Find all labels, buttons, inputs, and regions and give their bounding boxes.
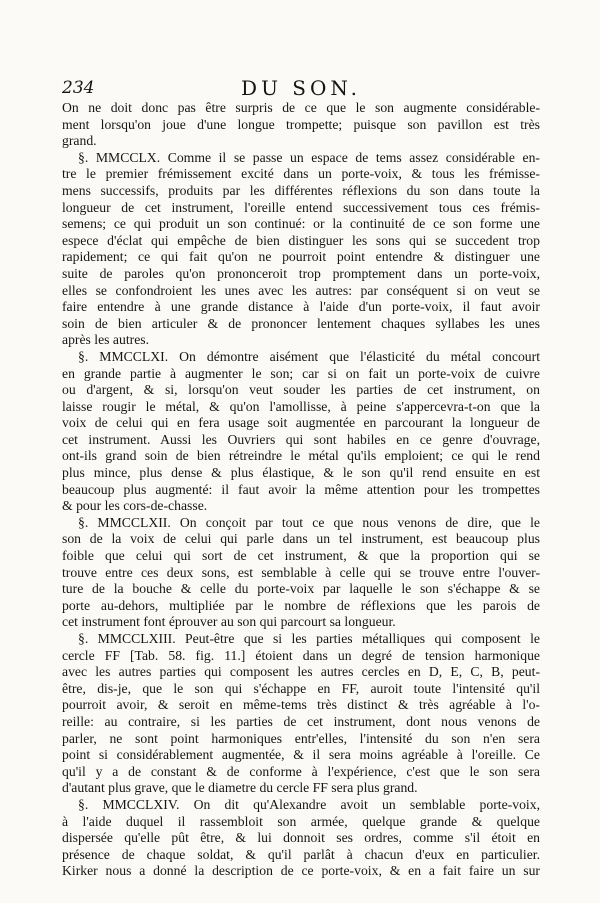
text-line: trouve entre ces deux sons, est semblable à celle qui se trouve entre l'ouver-: [62, 564, 540, 580]
text-line: plus mince, plus dense & plus élastique, & le son qu'il rend ensuite en est: [62, 465, 540, 481]
page-number: 234: [62, 78, 95, 98]
text-line: voix de celui qui en fera usage soit augmentée en parcourant la longueur de: [62, 415, 540, 431]
text-line: en grande partie à augmenter le son; car si on fait un porte-voix de cuivre: [62, 365, 540, 381]
text-line: après les autres.: [62, 332, 150, 348]
text-line: soin de bien articuler & de prononcer lentement chaques syllabes les unes: [62, 315, 540, 331]
text-line: dispersée qu'elle pût être, & lui donnoit ses ordres, comme s'il étoit en: [62, 830, 540, 846]
text-line: ont-ils grand soin de bien rétreindre le métal qu'ils emploient; ce qui le rend: [62, 448, 540, 464]
text-line: §. MMCCLXIII. Peut-être que si les parties métalliques qui composent le: [78, 631, 540, 646]
text-line: d'autant plus grave, que le diametre du cercle FF sera plus grand.: [62, 780, 418, 796]
text-line: faire entendre à une grande distance à l'aide d'un porte-voix, il faut avoir: [62, 299, 540, 315]
text-line: point si considérablement augmentée, & il sera moins agréable à l'oreille. Ce: [62, 747, 540, 763]
text-line: pourroit avoir, & seroit en même-tems très distinct & très agréable à l'o-: [62, 697, 540, 713]
text-line: §. MMCCLX. Comme il se passe un espace de tems assez considérable en-: [78, 149, 540, 165]
text-line: ture de la bouche & celle du porte-voix par laquelle le son s'échappe & se: [62, 581, 540, 597]
text-line: & pour les cors-de-chasse.: [62, 498, 208, 514]
text-line: foible que celui qui sort de cet instrument, & que la proportion qui se: [62, 548, 540, 564]
text-line: mens successifs, produits par les différentes réflexions du son dans toute la: [62, 182, 540, 198]
running-title: DU SON.: [241, 76, 361, 100]
paragraph: [62, 631, 540, 797]
text-line: rapidement; ce qui fait qu'on ne pourroit point entendre & distinguer une: [62, 249, 540, 265]
paragraph: [62, 515, 540, 631]
text-line: ment lorsqu'on joue d'une longue trompette; puisque son pavillon est très: [62, 116, 540, 132]
paragraph: [62, 349, 540, 515]
text-line: grand.: [62, 133, 97, 149]
page-header: [62, 78, 540, 100]
text-line: elles se confondroient les unes avec les autres: par conséquent si on veut se: [62, 282, 540, 298]
text-line: avec les autres parties qui composent les autres cercles en D, E, C, B, peut-: [62, 664, 540, 680]
text-line: ou d'argent, & si, lorsqu'on veut souder les parties de cet instrument, on: [62, 382, 540, 398]
text-line: On ne doit donc pas être surpris de ce que le son augmente considérable-: [62, 100, 540, 115]
text-line: §. MMCCLXII. On conçoit par tout ce que nous venons de dire, que le: [78, 514, 540, 530]
text-line: cet instrument. Aussi les Ouvriers qui sont habiles en ce genre d'ouvrage,: [62, 431, 540, 447]
text-line: cet instrument font éprouver au son qui parcourt sa longueur.: [62, 614, 396, 630]
text-line: espece d'éclat qui empêche de bien distinguer les sons qui se succedent trop: [62, 232, 540, 248]
text-line: son de la voix de celui qui parle dans un tel instrument, est beaucoup plus: [62, 531, 540, 547]
paragraph: [62, 150, 540, 349]
paragraph: [62, 100, 540, 150]
text-line: laisse rougir le métal, & qu'on l'amollisse, à peine s'appercevra-t-on que la: [62, 398, 540, 414]
body-text: [62, 100, 540, 880]
text-line: parler, ne sont point harmoniques entr'elles, l'intensité du son n'en sera: [62, 730, 540, 746]
text-line: à l'aide duquel il rassembloit son armée, quelque grande & quelque: [62, 813, 540, 829]
text-line: qu'il y a de constant & de conforme à l'expérience, c'est que le son sera: [62, 763, 540, 779]
text-line: semens; ce qui produit un son continué: or la continuité de ce son forme une: [62, 216, 540, 232]
text-line: tre le premier frémissement excité dans un porte-voix, & tous les frémisse-: [62, 166, 540, 182]
text-line: présence de chaque soldat, & qu'il parlât à chacun d'eux en particulier.: [62, 846, 540, 862]
text-line: être, dis-je, que le son qui s'échappe en FF, auroit toute l'intensité qu'il: [62, 680, 540, 696]
text-line: reille: au contraire, si les parties de cet instrument, dont nous venons de: [62, 713, 540, 729]
text-line: §. MMCCLXI. On démontre aisément que l'élasticité du métal concourt: [78, 348, 540, 364]
text-line: §. MMCCLXIV. On dit qu'Alexandre avoit un semblable porte-voix,: [78, 796, 540, 812]
text-line: longueur de cet instrument, l'oreille entend successivement tous ces frémis-: [62, 199, 540, 215]
text-line: suite de paroles qu'on prononceroit trop promptement dans un porte-voix,: [62, 265, 540, 281]
text-line: porte au-dehors, multipliée par le nombre de réflexions que les parois de: [62, 597, 540, 613]
paragraph: [62, 797, 540, 880]
text-line: beaucoup plus augmenté: il faut avoir la même attention pour les trompettes: [62, 481, 540, 497]
text-line: Kirker nous a donné la description de ce porte-voix, & en a fait faire un sur: [62, 863, 540, 879]
text-line: cercle FF [Tab. 58. fig. 11.] étoient dans un degré de tension harmonique: [62, 647, 540, 663]
